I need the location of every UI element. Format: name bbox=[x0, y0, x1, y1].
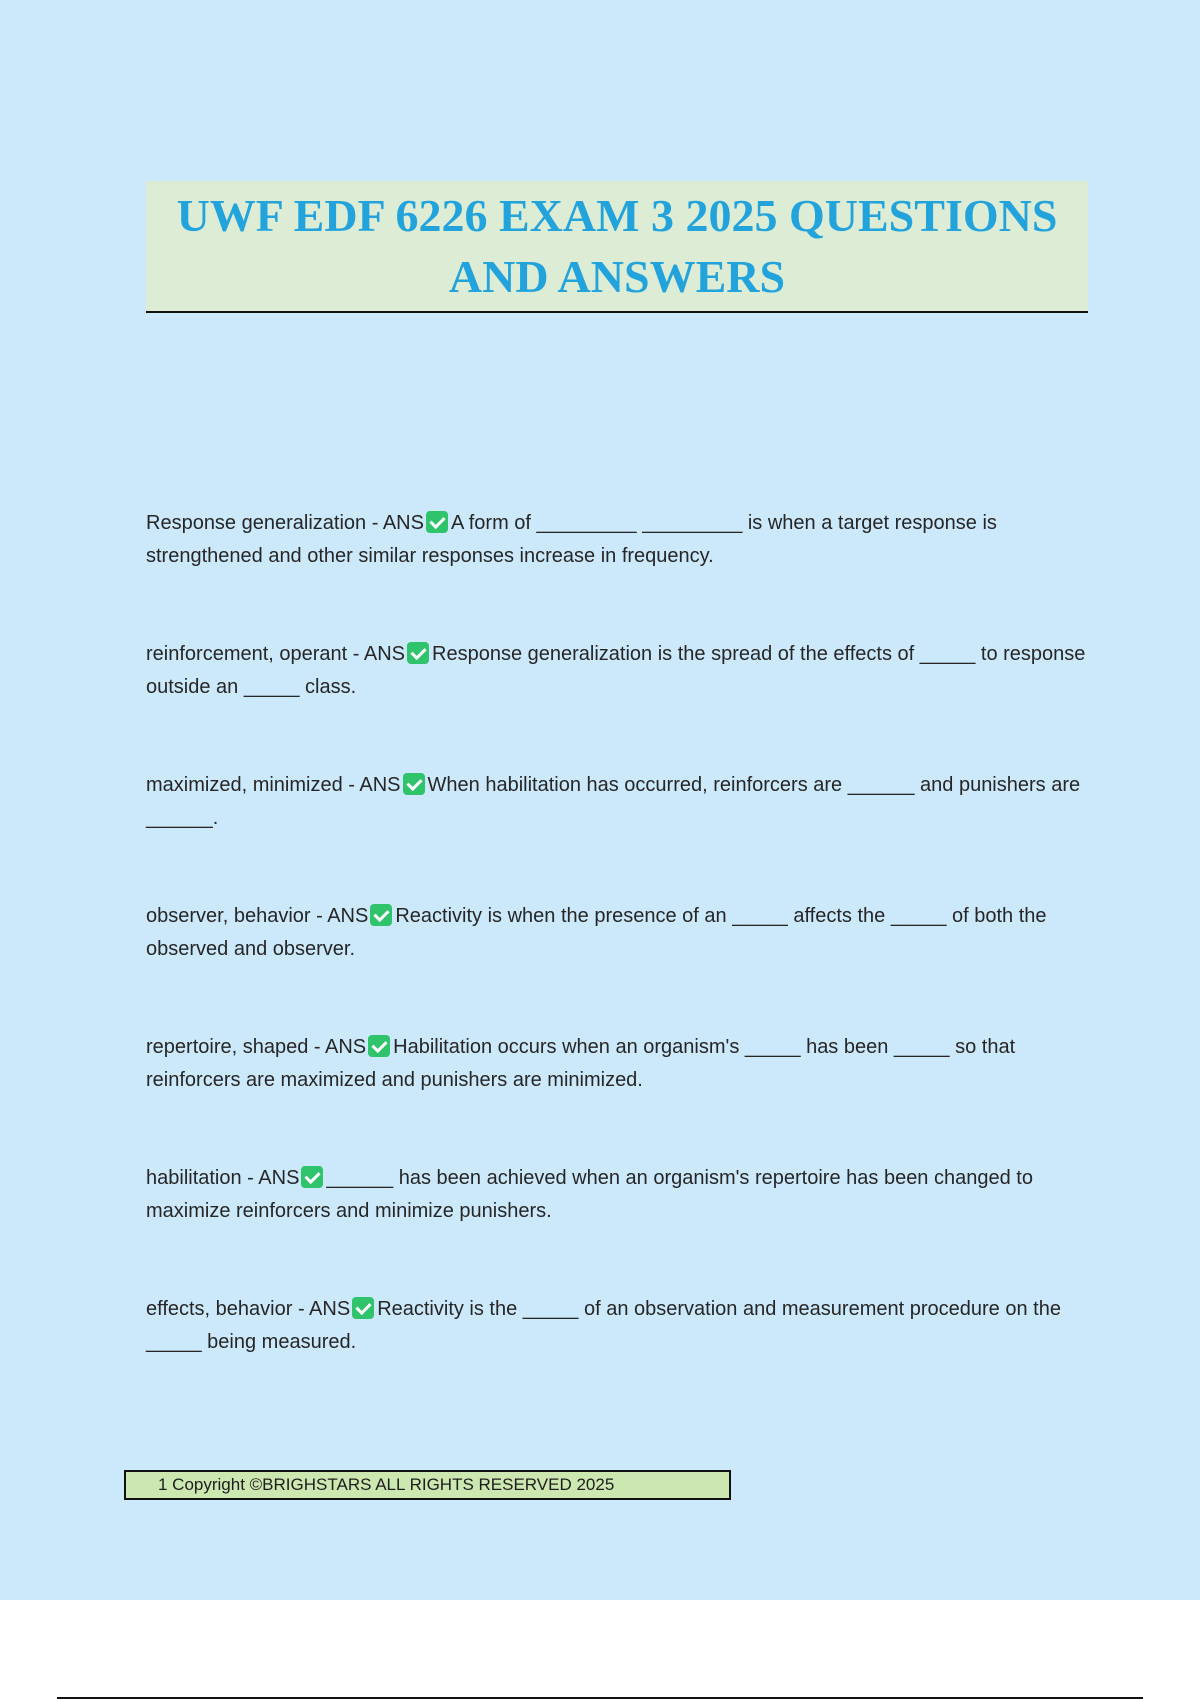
question-text: When habilitation has occurred, reinforcers are ______ and punishers are ______. bbox=[146, 774, 1081, 829]
answer-text: maximized, minimized - ANS bbox=[146, 774, 401, 796]
copyright-footer: 1 Copyright ©BRIGHSTARS ALL RIGHTS RESERVED 2025 bbox=[124, 1470, 731, 1500]
question-text: Response generalization is the spread of the effects of _____ to response outside an _____ class. bbox=[146, 643, 1086, 698]
check-mark-icon bbox=[301, 1166, 323, 1188]
qa-item bbox=[146, 769, 1091, 900]
answer-text: habilitation - ANS bbox=[146, 1167, 300, 1189]
answer-text: effects, behavior - ANS bbox=[146, 1298, 351, 1320]
check-mark-icon bbox=[403, 773, 425, 795]
qa-item bbox=[146, 1162, 1091, 1293]
title-line-1: UWF EDF 6226 EXAM 3 2025 QUESTIONS bbox=[176, 190, 1058, 241]
qa-item bbox=[146, 1031, 1091, 1162]
check-mark-icon bbox=[426, 511, 448, 533]
qa-item bbox=[146, 900, 1091, 1031]
check-mark-icon bbox=[407, 642, 429, 664]
answer-text: repertoire, shaped - ANS bbox=[146, 1036, 367, 1058]
check-mark-icon bbox=[352, 1297, 374, 1319]
answer-text: Response generalization - ANS bbox=[146, 512, 424, 534]
question-text: Reactivity is the _____ of an observation and measurement procedure on the _____ being measured. bbox=[146, 1298, 1061, 1353]
answer-text: reinforcement, operant - ANS bbox=[146, 643, 406, 665]
title-line-2: AND ANSWERS bbox=[448, 251, 786, 302]
qa-item bbox=[146, 1293, 1091, 1424]
question-text: Reactivity is when the presence of an _____ affects the _____ of both the observed and observer. bbox=[146, 905, 1047, 960]
qa-item bbox=[146, 638, 1091, 769]
check-mark-icon bbox=[368, 1035, 390, 1057]
question-text: A form of _________ _________ is when a target response is strengthened and other similar responses increase in frequency. bbox=[146, 512, 997, 567]
qa-list bbox=[146, 507, 1091, 1424]
question-text: ______ has been achieved when an organism's repertoire has been changed to maximize reinforcers and minimize punishers. bbox=[146, 1167, 1033, 1222]
footer-divider bbox=[57, 1697, 1143, 1699]
answer-text: observer, behavior - ANS bbox=[146, 905, 369, 927]
question-text: Habilitation occurs when an organism's _____ has been _____ so that reinforcers are maximized and punishers are minimized. bbox=[146, 1036, 1016, 1091]
document-title bbox=[146, 181, 1088, 313]
check-mark-icon bbox=[370, 904, 392, 926]
qa-item bbox=[146, 507, 1091, 638]
